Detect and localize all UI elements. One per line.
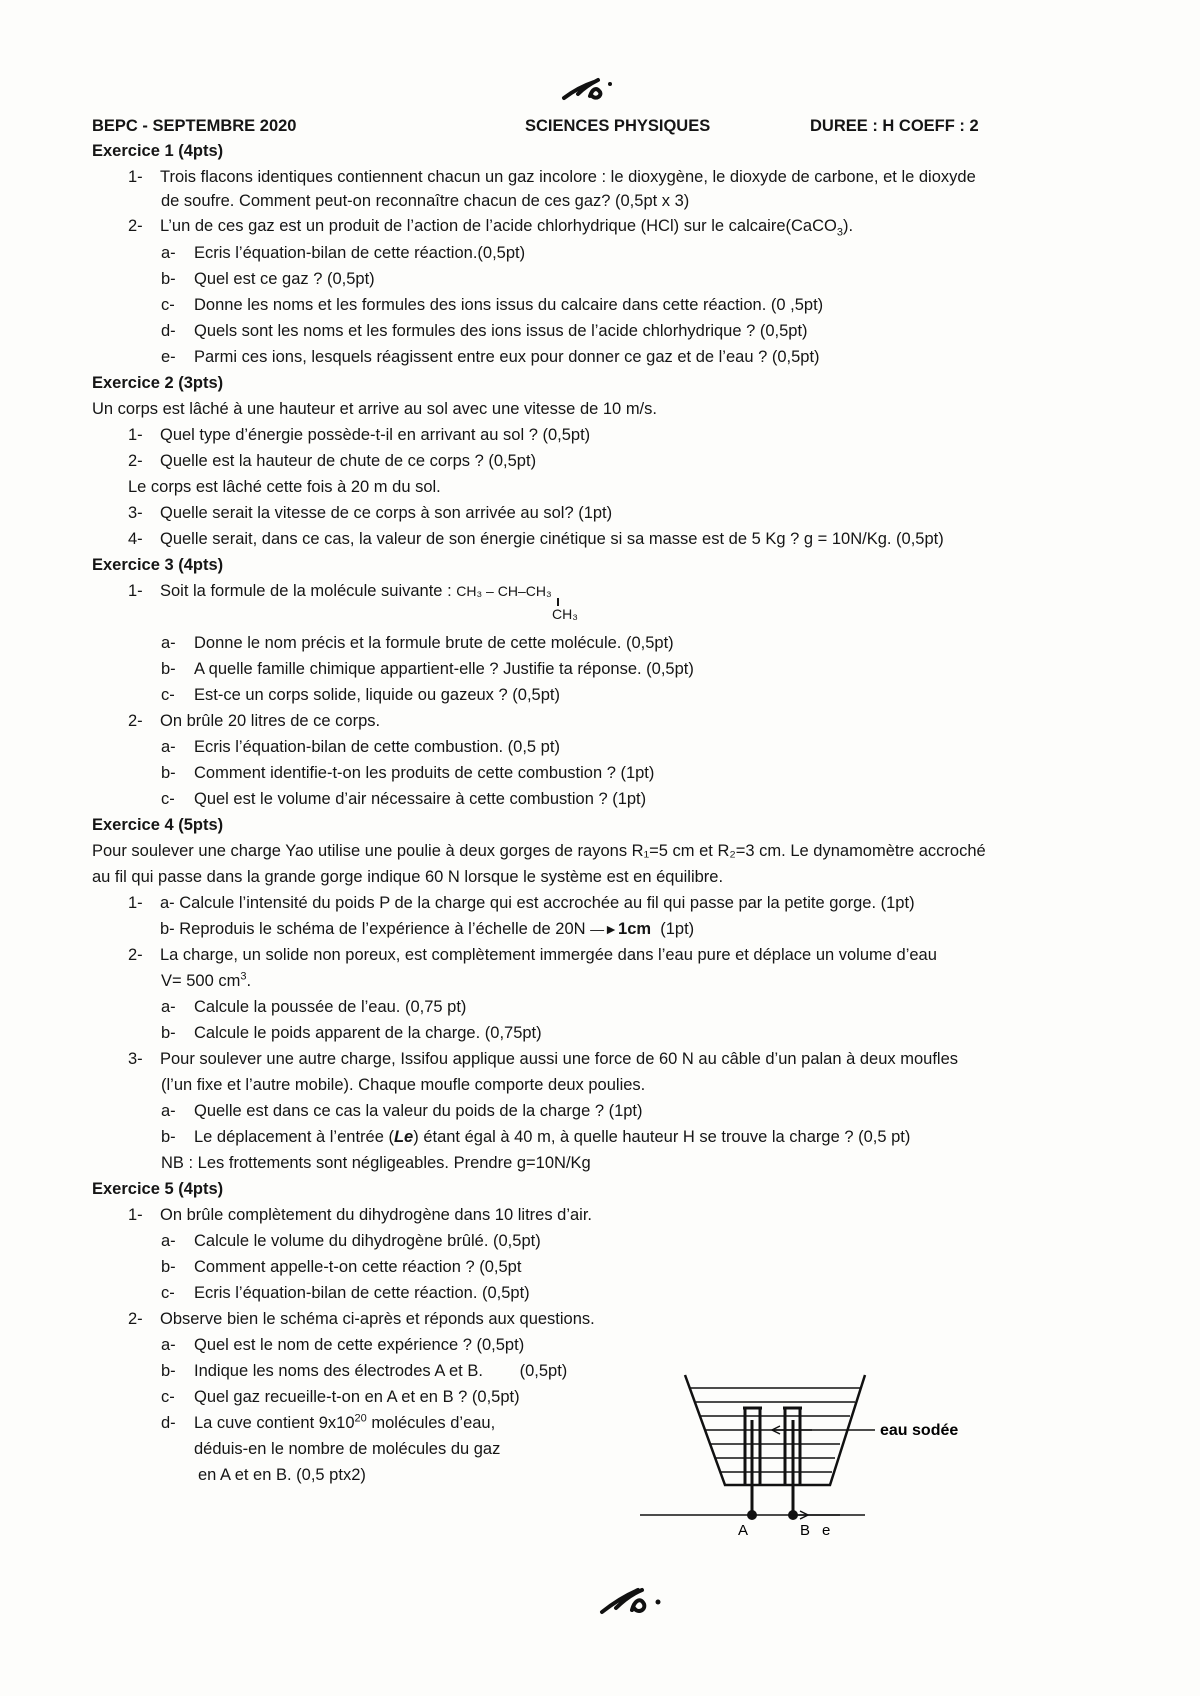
ex5-d2-pre: La cuve contient 9x10 (194, 1414, 355, 1432)
ex4-q1a (128, 892, 915, 914)
ex3-title: Exercice 3 (4pts) (92, 556, 224, 574)
label-b: B (800, 1522, 811, 1539)
ex4-q2-num: 2- (128, 946, 143, 964)
ex1-title: Exercice 1 (4pts) (92, 142, 224, 160)
ex2-q2-num: 2- (128, 452, 143, 470)
ex3-q1 (128, 580, 552, 602)
ex4-intro1: Pour soulever une charge Yao utilise une poulie à deux gorges de rayons R₁=5 cm et R₂=3 cm. Le dynamomètre accroché (92, 842, 986, 860)
ex1-b-text: Quel est ce gaz ? (0,5pt) (194, 270, 375, 288)
molecule-bond (557, 598, 559, 606)
ex1-q1 (128, 166, 976, 188)
ex5-d2 (161, 1412, 495, 1434)
ex3-a2-text: Ecris l’équation-bilan de cette combustion. (0,5 pt) (194, 738, 560, 756)
header-left: BEPC - SEPTEMBRE 2020 (92, 117, 297, 135)
ex5-a2-text: Quel est le nom de cette expérience ? (0,5pt) (194, 1336, 525, 1354)
ex1-q2 (128, 215, 853, 237)
ex3-a (161, 632, 674, 654)
ex2-q1 (128, 424, 590, 446)
molecule-branch: CH₃ (552, 606, 578, 622)
ex1-d (161, 320, 808, 342)
ex5-c2-text: Quel gaz recueille-t-on en A et en B ? (0,5pt) (194, 1388, 520, 1406)
ex5-b (161, 1256, 521, 1278)
header-center: SCIENCES PHYSIQUES (525, 117, 711, 135)
ex4-a (161, 996, 466, 1018)
ex5-b-text: Comment appelle-t-on cette réaction ? (0,5pt (194, 1258, 522, 1276)
ex5-c-text: Ecris l’équation-bilan de cette réaction. (0,5pt) (194, 1284, 530, 1302)
ex5-q1 (128, 1204, 592, 1226)
ex3-b-text: A quelle famille chimique appartient-elle ? Justifie ta réponse. (0,5pt) (194, 660, 694, 678)
ex4-b3-le: Le (393, 1128, 414, 1146)
ex2-q4 (128, 528, 944, 550)
ex3-q2-text: On brûle 20 litres de ce corps. (160, 712, 381, 730)
ex1-e-let: e- (161, 348, 176, 366)
ex1-q1-line2: de soufre. Comment peut-on reconnaître chacun de ces gaz? (0,5pt x 3) (161, 192, 690, 210)
ex4-a-let: a- (161, 998, 176, 1016)
ex3-q1-text: Soit la formule de la molécule suivante : (160, 582, 457, 600)
molecule-formula: CH₃ – CH–CH₃ (456, 583, 552, 599)
ex1-a-text: Ecris l’équation-bilan de cette réaction.(0,5pt) (194, 244, 526, 262)
ex3-a2-let: a- (161, 738, 176, 756)
ex1-a (161, 242, 525, 264)
ex4-b3 (161, 1126, 910, 1148)
ex5-a-let: a- (161, 1232, 176, 1250)
ex5-c2 (161, 1386, 520, 1408)
ex5-c-let: c- (161, 1284, 175, 1302)
ex5-a (161, 1230, 541, 1252)
ex3-c2 (161, 788, 646, 810)
ex5-b-let: b- (161, 1258, 176, 1276)
ex1-q1-num: 1- (128, 168, 143, 186)
ex5-b2-let: b- (161, 1362, 176, 1380)
ex4-a3-text: Quelle est dans ce cas la valeur du poids de la charge ? (1pt) (194, 1102, 643, 1120)
ex3-c-text: Est-ce un corps solide, liquide ou gazeux ? (0,5pt) (194, 686, 560, 704)
ex4-q1a-text: a- Calcule l’intensité du poids P de la charge qui est accrochée au fil qui passe par la petite gorge. (1pt) (160, 894, 915, 912)
ex3-c (161, 684, 560, 706)
ex4-q3-num: 3- (128, 1050, 143, 1068)
ex2-q3-text: Quelle serait la vitesse de ce corps à son arrivée au sol? (1pt) (160, 504, 613, 522)
ex2-mid: Le corps est lâché cette fois à 20 m du sol. (128, 478, 441, 496)
ex4-q3 (128, 1048, 958, 1070)
ex4-b-text: Calcule le poids apparent de la charge. (0,75pt) (194, 1024, 542, 1042)
ex4-q1b (160, 918, 694, 940)
ex1-c-text: Donne les noms et les formules des ions issus du calcaire dans cette réaction. (0 ,5pt) (194, 296, 824, 314)
ex1-b (161, 268, 375, 290)
ex3-q2 (128, 710, 380, 732)
ex1-c-let: c- (161, 296, 175, 314)
ex2-q2 (128, 450, 536, 472)
ex4-q1b-text: b- Reproduis le schéma de l’expérience à l’échelle de 20N (160, 920, 586, 938)
ex4-a3 (161, 1100, 643, 1122)
ex4-q1-num: 1- (128, 894, 143, 912)
ex1-d-text: Quels sont les noms et les formules des ions issus de l’acide chlorhydrique ? (0,5pt) (194, 322, 808, 340)
ex4-q2-line2 (161, 970, 251, 992)
ex4-a-text: Calcule la poussée de l’eau. (0,75 pt) (194, 998, 467, 1016)
ex5-d2-line3: en A et en B. (0,5 ptx2) (198, 1466, 366, 1484)
ex3-b-let: b- (161, 660, 176, 678)
ex3-a-let: a- (161, 634, 176, 652)
ex5-a2 (161, 1334, 524, 1356)
label-water: eau sodée (880, 1422, 959, 1439)
ex3-c2-text: Quel est le volume d’air nécessaire à cette combustion ? (1pt) (194, 790, 647, 808)
ex3-b2-let: b- (161, 764, 176, 782)
ex1-q2-num: 2- (128, 217, 143, 235)
ex2-intro: Un corps est lâché à une hauteur et arrive au sol avec une vitesse de 10 m/s. (92, 400, 657, 418)
stamp-mark-bottom (598, 1580, 668, 1620)
ex1-d-let: d- (161, 322, 176, 340)
ex5-b2-text: Indique les noms des électrodes A et B. (0,5pt) (194, 1362, 568, 1380)
ex4-q2-end: . (246, 972, 252, 990)
ex4-q2-sup: 3 (240, 970, 247, 983)
ex3-a2 (161, 736, 560, 758)
ex4-intro2: au fil qui passe dans la grande gorge indique 60 N lorsque le système est en équilibre. (92, 868, 724, 886)
ex2-q4-text: Quelle serait, dans ce cas, la valeur de son énergie cinétique si sa masse est de 5 Kg ? g = 10N/Kg. (0,5pt) (160, 530, 944, 548)
ex5-d2-let: d- (161, 1414, 176, 1432)
ex4-q2-text1: La charge, un solide non poreux, est complètement immergée dans l’eau pure et déplace un volume d’eau (160, 946, 937, 964)
ex1-q1-text1: Trois flacons identiques contiennent chacun un gaz incolore : le dioxygène, le dioxyde de carbone, et le dioxyde (160, 168, 976, 186)
ex1-b-let: b- (161, 270, 176, 288)
ex1-a-let: a- (161, 244, 176, 262)
ex5-d2-sup: 20 (354, 1412, 367, 1425)
ex5-q2-num: 2- (128, 1310, 143, 1328)
ex1-q2-sub: 3 (836, 226, 843, 239)
ex2-q1-text: Quel type d’énergie possède-t-il en arrivant au sol ? (0,5pt) (160, 426, 591, 444)
ex2-q3-num: 3- (128, 504, 143, 522)
ex3-c2-let: c- (161, 790, 175, 808)
label-e: e (822, 1522, 831, 1539)
ex4-title: Exercice 4 (5pts) (92, 816, 224, 834)
electrolysis-diagram (640, 1370, 980, 1550)
ex5-a2-let: a- (161, 1336, 176, 1354)
ex1-c (161, 294, 823, 316)
ex4-a3-let: a- (161, 1102, 176, 1120)
ex3-a-text: Donne le nom précis et la formule brute de cette molécule. (0,5pt) (194, 634, 674, 652)
ex3-b (161, 658, 694, 680)
ex4-q2 (128, 944, 937, 966)
ex5-q2 (128, 1308, 595, 1330)
ex5-c (161, 1282, 530, 1304)
ex5-d2-post: molécules d’eau, (366, 1414, 496, 1432)
ex4-b3-pre: Le déplacement à l’entrée ( (194, 1128, 394, 1146)
ex4-b3-let: b- (161, 1128, 176, 1146)
ex3-q2-num: 2- (128, 712, 143, 730)
ex5-title: Exercice 5 (4pts) (92, 1180, 224, 1198)
scale-arrow-icon: —► (590, 921, 619, 937)
ex5-d2-line2: déduis-en le nombre de molécules du gaz (194, 1440, 501, 1458)
ex1-e (161, 346, 820, 368)
ex4-b (161, 1022, 542, 1044)
ex4-b-let: b- (161, 1024, 176, 1042)
ex4-b3-post: ) étant égal à 40 m, à quelle hauteur H se trouve la charge ? (0,5 pt) (413, 1128, 911, 1146)
ex3-b2 (161, 762, 654, 784)
ex5-c2-let: c- (161, 1388, 175, 1406)
ex2-q4-num: 4- (128, 530, 143, 548)
ex4-q1b-points: (1pt) (660, 920, 695, 938)
ex5-q2-text: Observe bien le schéma ci-après et réponds aux questions. (160, 1310, 595, 1328)
ex2-title: Exercice 2 (3pts) (92, 374, 224, 392)
ex5-q1-text: On brûle complètement du dihydrogène dans 10 litres d’air. (160, 1206, 593, 1224)
ex3-b2-text: Comment identifie-t-on les produits de cette combustion ? (1pt) (194, 764, 655, 782)
label-a: A (738, 1522, 749, 1539)
ex1-q2-end: ). (842, 217, 854, 235)
ex5-a-text: Calcule le volume du dihydrogène brûlé. (0,5pt) (194, 1232, 541, 1250)
ex1-e-text: Parmi ces ions, lesquels réagissent entre eux pour donner ce gaz et de l’eau ? (0,5pt) (194, 348, 820, 366)
ex5-q1-num: 1- (128, 1206, 143, 1224)
ex2-q3 (128, 502, 612, 524)
ex4-q3-text1: Pour soulever une autre charge, Issifou applique aussi une force de 60 N au câble d’un palan à deux moufles (160, 1050, 959, 1068)
ex4-q1b-scale: 1cm (618, 920, 652, 938)
ex2-q2-text: Quelle est la hauteur de chute de ce corps ? (0,5pt) (160, 452, 537, 470)
ex3-q1-num: 1- (128, 582, 143, 600)
ex5-b2 (161, 1360, 567, 1382)
ex4-nb: NB : Les frottements sont négligeables. Prendre g=10N/Kg (161, 1154, 591, 1172)
header-right: DUREE : H COEFF : 2 (810, 117, 979, 135)
ex4-q3-line2: (l’un fixe et l’autre mobile). Chaque moufle comporte deux poulies. (161, 1076, 646, 1094)
stamp-mark-top (560, 72, 620, 106)
ex3-c-let: c- (161, 686, 175, 704)
ex2-q1-num: 1- (128, 426, 143, 444)
ex1-q2-text: L’un de ces gaz est un produit de l’action de l’acide chlorhydrique (HCl) sur le calcaire(CaCO (160, 217, 837, 235)
ex4-q2-vol: V= 500 cm (161, 972, 241, 990)
